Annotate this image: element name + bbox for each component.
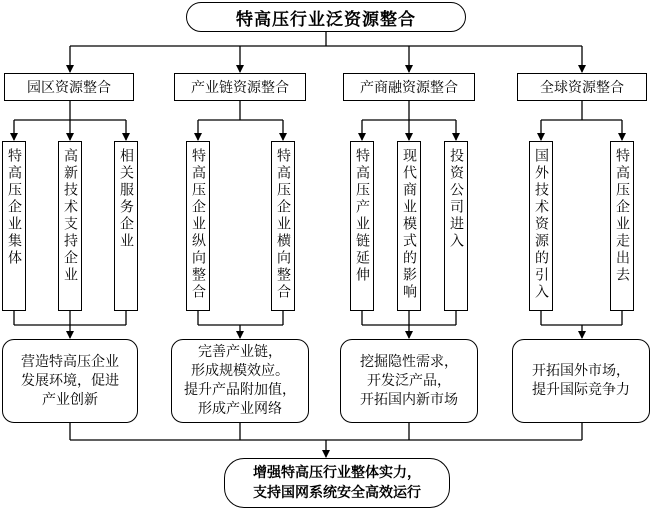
item-text: 高新技术支持企业 (62, 148, 78, 284)
item-box (610, 141, 634, 311)
category-global: 全球资源整合 (517, 73, 647, 101)
result-box: 营造特高压企业 发展环境，促进 产业创新 (2, 339, 138, 423)
item-text: 特高压企业走出去 (614, 148, 630, 284)
item-text: 特高压产业链延伸 (354, 148, 370, 284)
item-box (2, 141, 26, 311)
category-park: 园区资源整合 (4, 73, 134, 101)
category-industry-chain: 产业链资源整合 (174, 73, 306, 101)
result-box: 完善产业链， 形成规模效应。 提升产品附加值， 形成产业网络 (171, 339, 309, 423)
item-box (350, 141, 374, 311)
item-box (397, 141, 421, 311)
item-text: 现代商业模式的影响 (401, 148, 417, 301)
item-box (444, 141, 468, 311)
item-box (529, 141, 553, 311)
item-text: 特高压企业横向整合 (275, 148, 291, 301)
item-text: 国外技术资源的引入 (533, 148, 549, 301)
diagram-title: 特高压行业泛资源整合 (186, 2, 466, 32)
item-box (114, 141, 138, 311)
item-box (186, 141, 210, 311)
category-industry-commerce-finance: 产商融资源整合 (343, 73, 475, 101)
item-text: 投资公司进入 (448, 148, 464, 250)
result-box: 开拓国外市场， 提升国际竞争力 (512, 339, 650, 423)
item-box (271, 141, 295, 311)
item-box (58, 141, 82, 311)
result-box: 挖掘隐性需求， 开发泛产品， 开拓国内新市场 (340, 339, 478, 423)
item-text: 相关服务企业 (118, 148, 134, 250)
item-text: 特高压企业纵向整合 (190, 148, 206, 301)
item-text: 特高压企业集体 (6, 148, 22, 267)
conclusion-box: 增强特高压行业整体实力， 支持国网系统安全高效运行 (224, 458, 450, 508)
